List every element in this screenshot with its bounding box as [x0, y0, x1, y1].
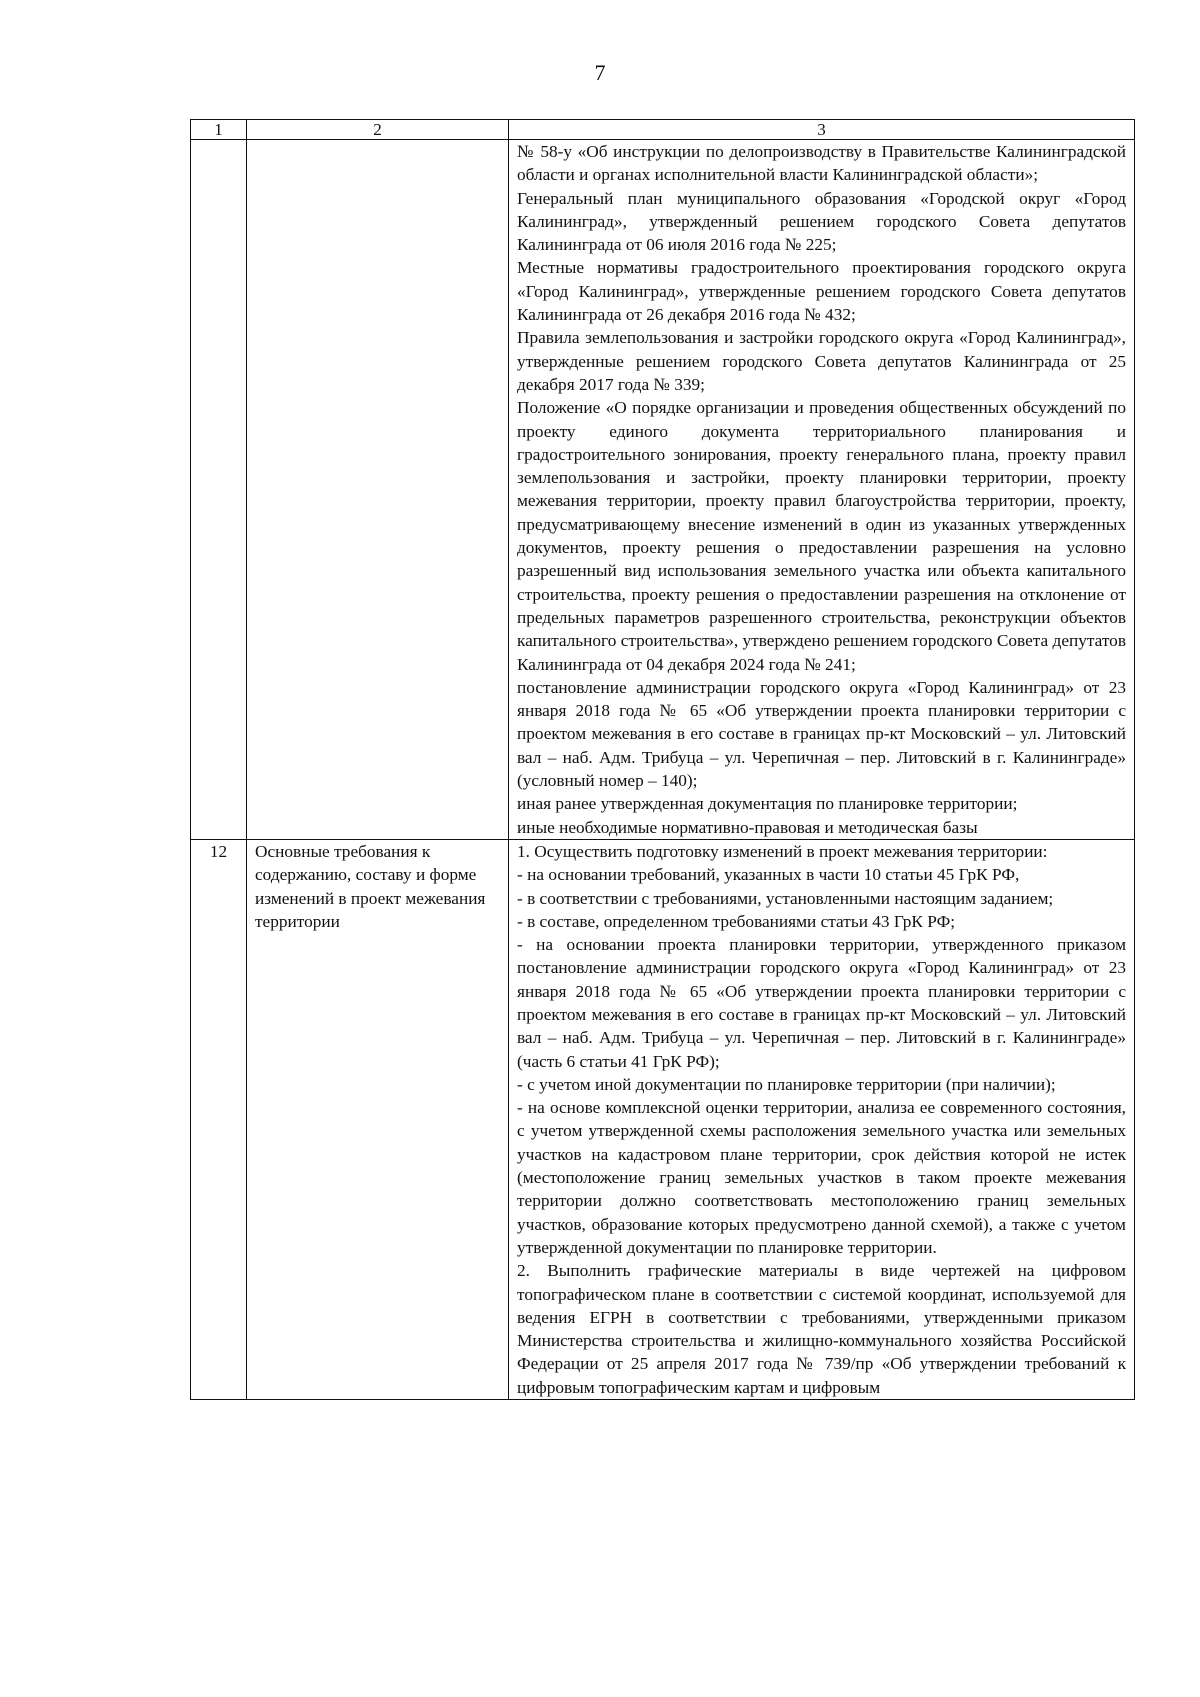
paragraph: - на основе комплексной оценки территории, анализа ее современного состояния, с учетом утвержденной схемы расположения земельного участка или земельных участков на кадастровом плане территории, срок действия которой не истек (местоположение границ земельных участков в таком проекте межевания территории должно соответствовать местоположению границ земельных участков, образование которых предусмотрено данной схемой), а также с учетом утвержденной документации по планировке территории.: [517, 1098, 1126, 1257]
paragraph: Генеральный план муниципального образования «Городской округ «Город Калининград», утвержденный решением городского Совета депутатов Калининграда от 06 июля 2016 года № 225;: [517, 188, 1126, 255]
header-col-2: 2: [247, 120, 509, 140]
paragraph: Местные нормативы градостроительного проектирования городского округа «Город Калининград», утвержденные решением городского Совета депутатов Калининграда от 26 декабря 2016 года № 432;: [517, 258, 1126, 325]
paragraph: - в соответствии с требованиями, установленными настоящим заданием;: [517, 888, 1054, 908]
requirements-table: [190, 119, 1135, 1400]
paragraph: постановление администрации городского округа «Город Калининград» от 23 января 2018 года № 65 «Об утверждении проекта планировки территории с проектом межевания в его составе в границах пр-кт Московский – ул. Литовский вал – наб. Адм. Трибуца – ул. Черепичная – пер. Литовский в г. Калининграде» (условный номер – 140);: [517, 677, 1126, 791]
paragraph: - в составе, определенном требованиями статьи 43 ГрК РФ;: [517, 911, 956, 931]
table-row: [191, 140, 1135, 840]
row-category: Основные требования к содержанию, составу и форме изменений в проект межевания территории: [247, 839, 509, 1399]
paragraph: - на основании проекта планировки территории, утвержденного приказом постановление администрации городского округа «Город Калининград» от 23 января 2018 года № 65 «Об утверждении проекта планировки территории с проектом межевания в его составе в границах пр-кт Московский – ул. Литовский вал – наб. Адм. Трибуца – ул. Черепичная – пер. Литовский в г. Калининграде» (часть 6 статьи 41 ГрК РФ);: [517, 935, 1126, 1071]
paragraph: иные необходимые нормативно-правовая и методическая базы: [517, 817, 978, 837]
row-content: [509, 839, 1135, 1399]
table-header-row: [191, 120, 1135, 140]
table-row: [191, 839, 1135, 1399]
row-category: [247, 140, 509, 840]
header-col-1: 1: [191, 120, 247, 140]
paragraph: Правила землепользования и застройки городского округа «Город Калининград», утвержденные решением городского Совета депутатов Калининграда от 25 декабря 2017 года № 339;: [517, 328, 1126, 394]
paragraph: 2. Выполнить графические материалы в виде чертежей на цифровом топографическом плане в соответствии с системой координат, используемой для ведения ЕГРН в соответствии с требованиями, утвержденными приказом Министерства строительства и жилищно-коммунального хозяйства Российской Федерации от 25 апреля 2017 года № 739/пр «Об утверждении требований к цифровым топографическим картам и цифровым: [517, 1261, 1126, 1397]
paragraph: - с учетом иной документации по планировке территории (при наличии);: [517, 1074, 1056, 1094]
page-number: 7: [594, 60, 606, 85]
paragraph: Положение «О порядке организации и проведения общественных обсуждений по проекту единого документа территориального планирования и градостроительного зонирования, проекту генерального плана, проекту правил землепользования и застройки, проекту планировки территории, проекту межевания территории, проекту правил благоустройства территории, проекту, предусматривающему внесение изменений в один из указанных утвержденных документов, проекту решения о предоставлении разрешения на условно разрешенный вид использования земельного участка или объекта капитального строительства, проекту решения о предоставлении разрешения на отклонение от предельных параметров разрешенного строительства, реконструкции объектов капитального строительства», утверждено решением городского Совета депутатов Калининграда от 04 декабря 2024 года № 241;: [517, 398, 1126, 674]
header-col-3: 3: [509, 120, 1135, 140]
row-content: [509, 140, 1135, 840]
paragraph: 1. Осуществить подготовку изменений в проект межевания территории:: [517, 841, 1048, 861]
row-number: 12: [191, 839, 247, 1399]
paragraph: - на основании требований, указанных в части 10 статьи 45 ГрК РФ,: [517, 865, 1020, 885]
paragraph: иная ранее утвержденная документация по планировке территории;: [517, 794, 1018, 814]
row-number: [191, 140, 247, 840]
paragraph: № 58-у «Об инструкции по делопроизводству в Правительстве Калининградской области и органах исполнительной власти Калининградской области»;: [517, 142, 1126, 185]
